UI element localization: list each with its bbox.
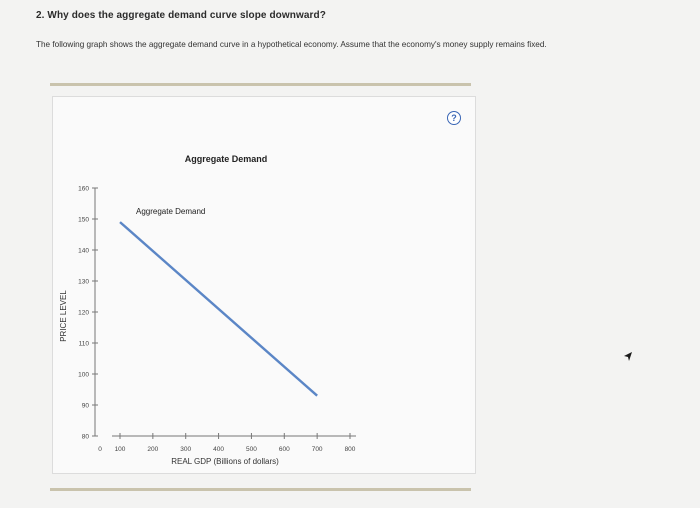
mouse-pointer-icon (623, 351, 633, 363)
y-tick-label: 110 (78, 340, 89, 348)
x-tick-label: 700 (311, 446, 323, 453)
y-tick-label: 160 (78, 185, 89, 193)
y-tick-label: 80 (81, 433, 89, 441)
chart-title: Aggregate Demand (184, 154, 268, 164)
y-axis-label: PRICE LEVEL (59, 290, 68, 342)
x-tick-label: 800 (344, 446, 356, 453)
y-tick-label: 150 (78, 216, 89, 224)
series-label: Aggregate Demand (136, 207, 206, 217)
y-tick-label: 120 (78, 309, 89, 317)
x-tick-label: 400 (213, 446, 225, 453)
y-axis (78, 186, 98, 441)
x-axis (98, 433, 356, 453)
aggregate-demand-curve[interactable] (120, 222, 317, 396)
x-tick-label: 100 (114, 446, 126, 453)
x-tick-label: 200 (147, 446, 159, 453)
y-tick-label: 140 (78, 247, 89, 255)
divider-bottom (50, 488, 471, 491)
y-tick-label: 130 (78, 278, 89, 286)
x-axis-label: REAL GDP (Billions of dollars) (171, 457, 279, 466)
question-title: 2. Why does the aggregate demand curve slope downward? (36, 10, 326, 21)
question-circle-icon: ? (451, 113, 457, 123)
y-tick-label: 90 (81, 402, 89, 410)
y-tick-label: 100 (78, 371, 89, 379)
x-tick-label: 0 (98, 446, 102, 453)
x-tick-label: 600 (278, 446, 290, 453)
series-group (120, 207, 317, 396)
x-tick-label: 500 (245, 446, 257, 453)
question-text: The following graph shows the aggregate demand curve in a hypothetical economy. Assume that the economy's money supply remains fixed. (36, 40, 547, 49)
x-tick-label: 300 (180, 446, 192, 453)
